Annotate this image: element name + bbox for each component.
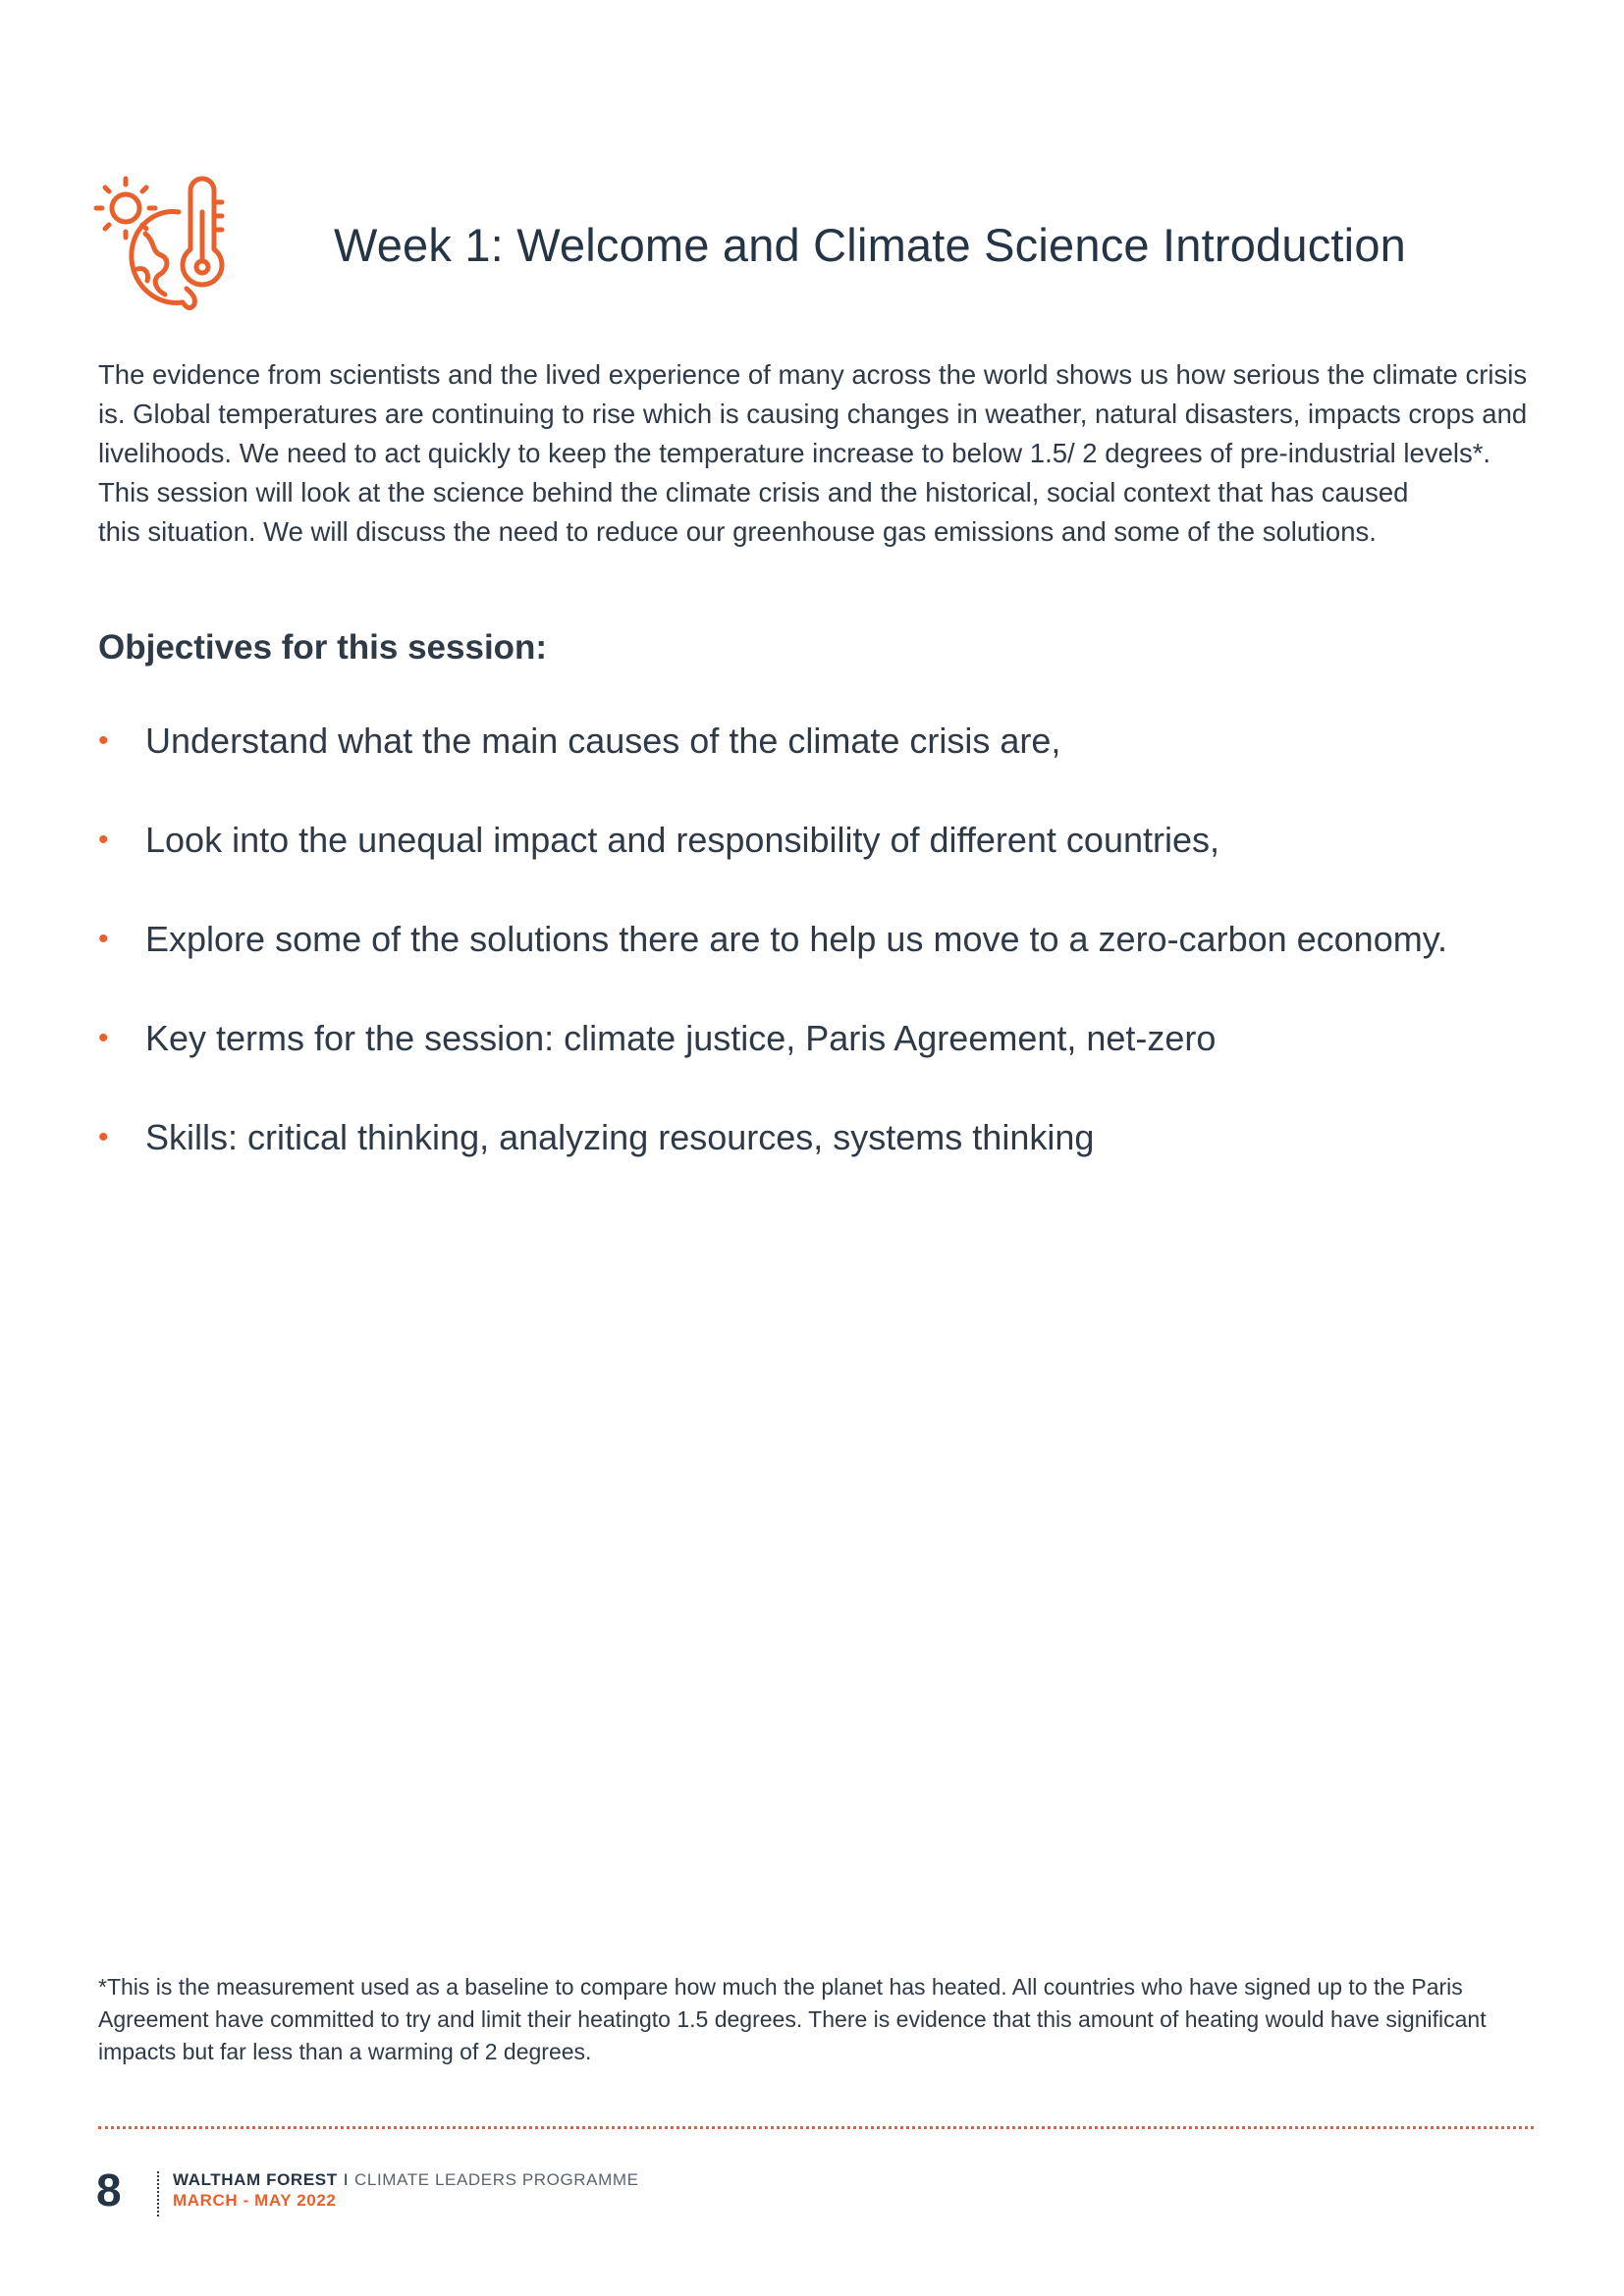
objective-text: Explore some of the solutions there are to help us move to a zero-carbon economy. (145, 919, 1448, 959)
intro-line: This session will look at the science behind the climate crisis and the historical, social context that has caused (98, 477, 1409, 507)
gear-icon (96, 179, 155, 238)
objective-item (98, 1014, 1532, 1063)
page-title: Week 1: Welcome and Climate Science Introduction (334, 219, 1406, 271)
intro-paragraph (98, 355, 1542, 552)
intro-line: this situation. We will discuss the need to reduce our greenhouse gas emissions and some of the solutions. (98, 516, 1377, 547)
objective-item (98, 816, 1532, 865)
objective-item (98, 1113, 1532, 1162)
footer-dotted-rule (98, 2126, 1534, 2129)
footnote-line: *This is the measurement used as a baseline to compare how much the planet has heated. All countries who have signed up to the Paris (98, 1974, 1463, 2000)
footer-text (173, 2169, 639, 2211)
thermometer-icon (183, 179, 222, 308)
objectives-heading: Objectives for this session: (98, 628, 548, 667)
footer-programme: CLIMATE LEADERS PROGRAMME (354, 2170, 639, 2189)
globe-icon (132, 212, 183, 303)
objective-text: Understand what the main causes of the climate crisis are, (145, 721, 1061, 761)
bullet-icon: • (98, 1022, 109, 1054)
page-number: 8 (96, 2164, 122, 2216)
objective-item (98, 915, 1532, 964)
bullet-icon: • (98, 724, 109, 757)
objective-text: Look into the unequal impact and responsibility of different countries, (145, 820, 1220, 860)
footnote (98, 1971, 1542, 2068)
footer-dates: MARCH - MAY 2022 (173, 2191, 337, 2210)
objective-text: Skills: critical thinking, analyzing resources, systems thinking (145, 1117, 1095, 1157)
footer-organisation: WALTHAM FOREST (173, 2170, 338, 2189)
footer-divider (157, 2171, 159, 2216)
bullet-icon: • (98, 1121, 109, 1153)
footnote-line: Agreement have committed to try and limit their heatingto 1.5 degrees. There is evidence that this amount of heating would have significant (98, 2006, 1487, 2032)
objectives-list (98, 717, 1532, 1212)
footnote-line: impacts but far less than a warming of 2 degrees. (98, 2039, 592, 2064)
objective-item (98, 717, 1532, 766)
footer-separator: I (343, 2170, 350, 2189)
bullet-icon: • (98, 923, 109, 955)
bullet-icon: • (98, 824, 109, 856)
objective-text: Key terms for the session: climate justice, Paris Agreement, net-zero (145, 1018, 1217, 1058)
intro-line: The evidence from scientists and the lived experience of many across the world shows us how serious the climate crisis (98, 359, 1528, 390)
globe-gear-thermometer-icon (92, 173, 240, 315)
intro-line: livelihoods. We need to act quickly to keep the temperature increase to below 1.5/ 2 degrees of pre-industrial levels*. (98, 438, 1491, 468)
intro-line: is. Global temperatures are continuing to rise which is causing changes in weather, natural disasters, impacts crops and (98, 399, 1528, 429)
